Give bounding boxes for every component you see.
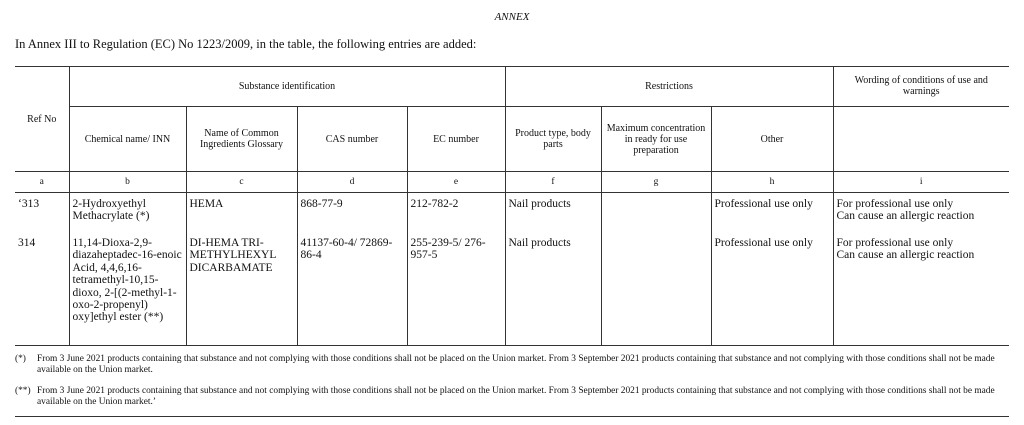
letter-cell: b (69, 172, 186, 193)
max-concentration-cell (601, 232, 711, 346)
product-type-cell: Nail products (505, 193, 601, 233)
footnote (15, 354, 1009, 375)
group-wording: Wording of conditions of use and warnings (833, 66, 1009, 107)
letter-cell: f (505, 172, 601, 193)
header-wording-empty (833, 107, 1009, 172)
group-header-row (15, 66, 1009, 107)
group-restrictions: Restrictions (505, 66, 833, 107)
chemical-name-cell: 11,14-Dioxa-2,9-diazaheptadec-16-enoic Acid, 4,4,6,16-tetramethyl-10,15-dioxo, 2-[(2-methyl-1-oxo-2-propenyl) oxy]ethyl ester (**) (69, 232, 186, 346)
wording-cell: For professional use only Can cause an allergic reaction (833, 232, 1009, 346)
intro-text: In Annex III to Regulation (EC) No 1223/2009, in the table, the following entries are added: (15, 37, 477, 51)
header-ref-no: Ref No (27, 114, 57, 125)
header-chemical-name: Chemical name/ INN (69, 107, 186, 172)
header-other: Other (711, 107, 833, 172)
ec-number-cell: 212-782-2 (407, 193, 505, 233)
footnote-text: From 3 June 2021 products containing that substance and not complying with those conditions shall not be placed on the Union market. From 3 September 2021 products containing that substance and not complying with those conditions shall not be made available on the Union market.’ (37, 386, 995, 407)
letter-cell: a (15, 172, 69, 193)
other-cell: Professional use only (711, 193, 833, 233)
chemical-name-cell: 2-Hydroxyethyl Methacrylate (*) (69, 193, 186, 233)
glossary-name-cell: HEMA (186, 193, 297, 233)
letter-row (15, 172, 1009, 193)
cas-number-cell: 41137-60-4/ 72869-86-4 (297, 232, 407, 346)
letter-cell: g (601, 172, 711, 193)
letter-cell: h (711, 172, 833, 193)
glossary-name-cell: DI-HEMA TRI-METHYLHEXYL DICARBAMATE (186, 232, 297, 346)
table-row (15, 232, 1009, 346)
cas-number-cell: 868-77-9 (297, 193, 407, 233)
footnote-text: From 3 June 2021 products containing that substance and not complying with those conditions shall not be placed on the Union market. From 3 September 2021 products containing that substance and not complying with those conditions shall not be made available on the Union market. (37, 354, 995, 375)
header-ec-number: EC number (407, 107, 505, 172)
letter-cell: c (186, 172, 297, 193)
header-product-type: Product type, body parts (505, 107, 601, 172)
bottom-rule (15, 416, 1009, 417)
header-cas-number: CAS number (297, 107, 407, 172)
max-concentration-cell (601, 193, 711, 233)
footnote (15, 386, 1009, 407)
ref-no-cell: 314 (15, 232, 69, 346)
other-cell: Professional use only (711, 232, 833, 346)
column-header-row (15, 107, 1009, 172)
footnote-marker: (**) (15, 386, 31, 396)
table-row (15, 193, 1009, 233)
header-glossary-name: Name of Common Ingredients Glossary (186, 107, 297, 172)
product-type-cell: Nail products (505, 232, 601, 346)
letter-cell: e (407, 172, 505, 193)
annex-table (15, 66, 1009, 346)
annex-title: ANNEX (494, 11, 530, 23)
ref-no-cell: ‘313 (18, 198, 40, 210)
ec-number-cell: 255-239-5/ 276-957-5 (407, 232, 505, 346)
wording-cell: For professional use only Can cause an allergic reaction (833, 193, 1009, 233)
header-max-concentration: Maximum concentration in ready for use preparation (601, 107, 711, 172)
letter-cell: i (833, 172, 1009, 193)
letter-cell: d (297, 172, 407, 193)
footnote-marker: (*) (15, 354, 26, 364)
group-substance-identification: Substance identification (69, 66, 505, 107)
